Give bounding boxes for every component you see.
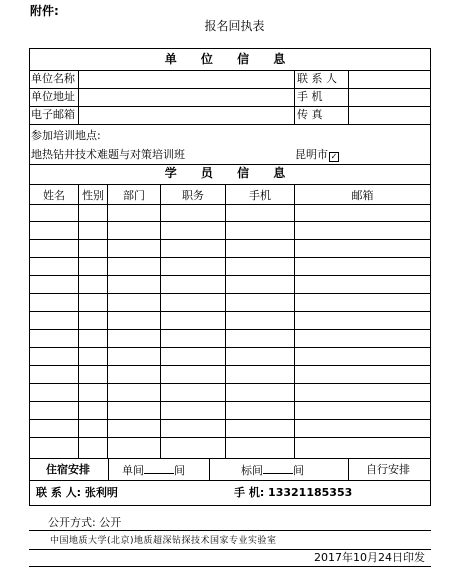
grid-row-line <box>30 239 430 240</box>
lodging-label: 住宿安排 <box>46 463 90 476</box>
grid-row-line <box>30 293 430 294</box>
col-gender-header: 性别 <box>82 189 104 202</box>
col-position-header: 职务 <box>182 189 204 202</box>
registration-form-table <box>29 48 431 506</box>
single-room-option[interactable] <box>122 463 185 478</box>
grid-row-line <box>30 329 430 330</box>
col-name-header: 姓名 <box>43 189 65 202</box>
organizer-contact: 联 系 人: 张利明 <box>36 486 118 499</box>
attachment-label: 附件: <box>30 4 59 18</box>
footer-divider-bottom <box>29 566 431 567</box>
grid-row-line <box>30 437 430 438</box>
unit-address-label: 单位地址 <box>31 90 75 103</box>
grid-row-line <box>30 383 430 384</box>
city-checkbox[interactable]: ✓ <box>330 152 338 161</box>
contact-person-label: 联 系 人 <box>297 72 337 85</box>
training-location-label: 参加培训地点: <box>31 129 101 142</box>
grid-row-line <box>30 204 430 205</box>
footer-divider-middle <box>29 549 431 550</box>
grid-column-line <box>160 184 161 458</box>
grid-row-line <box>30 365 430 366</box>
grid-column-line <box>294 184 295 458</box>
grid-row-line <box>30 401 430 402</box>
single-room-label: 单间 <box>122 464 144 477</box>
grid-row-line <box>30 347 430 348</box>
standard-room-unit: 间 <box>293 464 304 477</box>
grid-row-line <box>30 419 430 420</box>
standard-room-label: 标间 <box>241 464 263 477</box>
fax-label: 传 真 <box>297 108 323 121</box>
disclosure-method: 公开方式: 公开 <box>48 516 122 529</box>
email-label: 电子邮箱 <box>31 108 75 121</box>
grid-column-line <box>78 184 79 458</box>
grid-column-line <box>107 184 108 458</box>
unit-info-heading: 单 位 信 息 <box>164 52 296 66</box>
organizer-phone: 手 机: 13321185353 <box>234 486 353 499</box>
form-title: 报名回执表 <box>204 19 265 33</box>
training-city-name: 昆明市 <box>295 148 328 161</box>
mobile-label: 手 机 <box>297 90 323 103</box>
single-room-unit: 间 <box>174 464 185 477</box>
self-arranged-option[interactable]: 自行安排 <box>366 463 410 476</box>
training-course-name: 地热钻井技术难题与对策培训班 <box>31 148 185 161</box>
grid-row-line <box>30 221 430 222</box>
col-department-header: 部门 <box>123 189 145 202</box>
training-city-option[interactable] <box>295 148 339 162</box>
student-info-heading: 学 员 信 息 <box>164 166 296 180</box>
publishing-org: 中国地质大学(北京)地质超深钻探技术国家专业实验室 <box>50 536 277 546</box>
standard-room-option[interactable] <box>241 463 304 478</box>
grid-row-line <box>30 257 430 258</box>
grid-row-line <box>30 275 430 276</box>
footer-divider-top <box>29 530 431 531</box>
grid-row-line <box>30 311 430 312</box>
unit-name-label: 单位名称 <box>31 72 75 85</box>
col-email-header: 邮箱 <box>351 189 374 202</box>
col-mobile-header: 手机 <box>249 189 271 202</box>
publish-date: 2017年10月24日印发 <box>314 551 425 564</box>
grid-column-line <box>225 184 226 458</box>
